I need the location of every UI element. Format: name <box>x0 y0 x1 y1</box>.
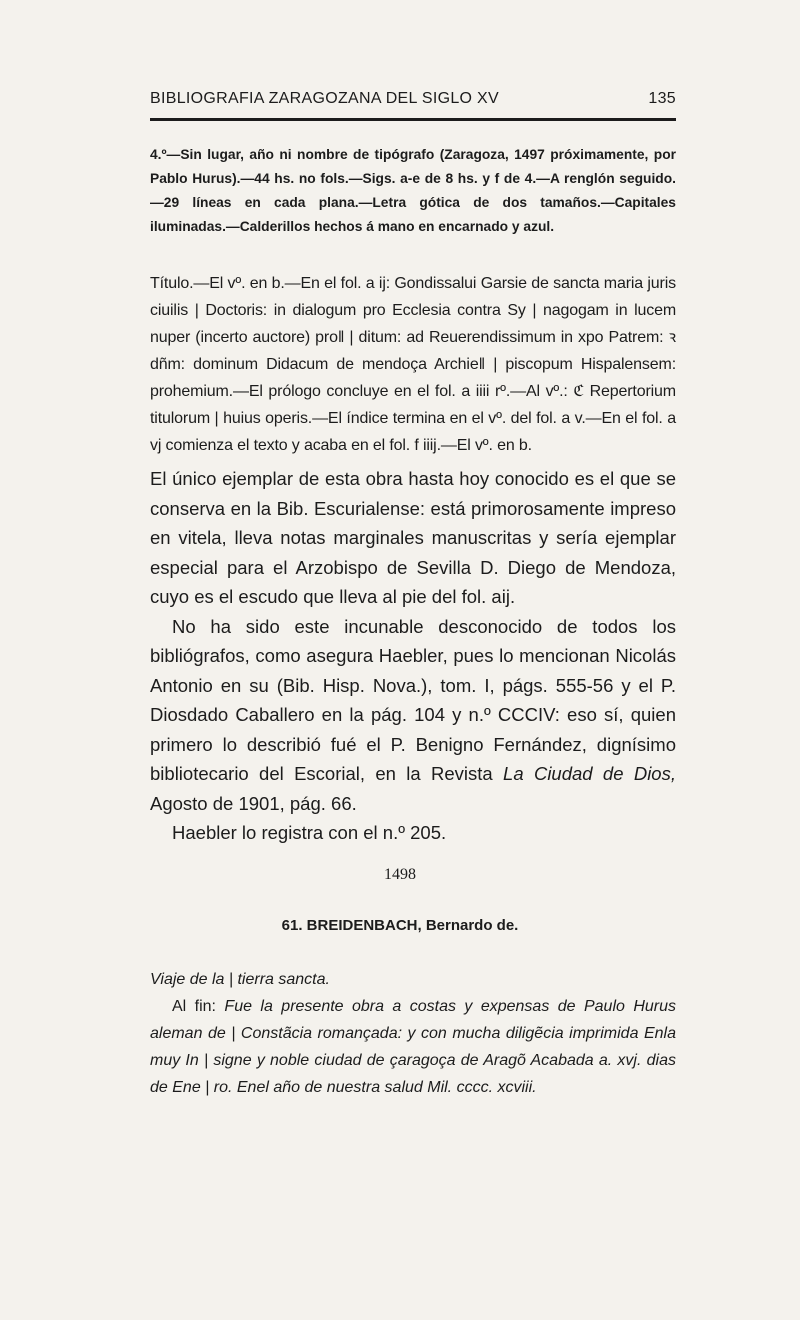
commentary-paragraph-3: Haebler lo registra con el n.º 205. <box>172 822 447 843</box>
entry-title: Viaje de la | tierra sancta. <box>150 971 330 988</box>
colophon-paragraph <box>150 993 676 1101</box>
colophon-text: Fue la presente obra a costas y expensas de Paulo Hurus aleman de | Constãcia romançada: y con mucha diligẽcia imprimida Enla muy In | signe y noble ciudad de çaragoça de Aragõ Acabada a. xvj. dias de Ene | ro. Enel año de nuestra salud Mil. cccc. xcviii. <box>150 998 676 1096</box>
commentary-paragraph-1: El único ejemplar de esta obra hasta hoy conocido es el que se conserva en la Bib. Escurialense: está primorosamente impreso en vitela, lleva notas marginales manuscritas y sería ejemplar especial para el Arzobispo de Sevilla D. Diego de Mendoza, cuyo es el escudo que lleva al pie del fol. aij. <box>150 468 676 607</box>
commentary <box>150 464 676 848</box>
page-number: 135 <box>648 90 676 107</box>
header-rule <box>150 118 676 121</box>
commentary-paragraph-2 <box>150 612 676 819</box>
journal-title: La Ciudad de Dios, <box>503 763 676 784</box>
running-header <box>150 90 676 108</box>
entry-body <box>150 966 676 1101</box>
title-description-paragraph: Título.—El vº. en b.—En el fol. a ij: Gondissalui Garsie de sancta maria juris ciuilis | Doctoris: in dialogum pro Ecclesia contra Sy | nagogam in lucem nuper (incerto auctore) pro‖ | ditum: ad Reuerendissimum in xpo Patrem: ꝛ dñm: dominum Didacum de mendoça Archie‖ | piscopum Hispalensem: prohemium.—El prólogo concluye en el fol. a iiii rº.—Al vº.: ℭ Repertorium titulorum | huius operis.—El índice termina en el vº. del fol. a v.—En el fol. a vj comienza el texto y acaba en el fol. f iiij.—El vº. en b. <box>150 275 676 454</box>
collation-paragraph: 4.º—Sin lugar, año ni nombre de tipógrafo (Zaragoza, 1497 próximamente, por Pablo Hurus).—44 hs. no fols.—Sigs. a-e de 8 hs. y f de 4.—A renglón seguido.—29 líneas en cada plana.—Letra gótica de dos tamaños.—Capitales iluminadas.—Calderillos hechos á mano en encarnado y azul. <box>150 147 676 234</box>
colophon-label: Al fin: <box>172 998 225 1015</box>
entry-heading: 61. BREIDENBACH, Bernardo de. <box>281 917 519 934</box>
commentary-paragraph-2-text: No ha sido este incunable desconocido de todos los bibliógrafos, como asegura Haebler, pues lo mencionan Nicolás Antonio en su (Bib. Hisp. Nova.), tom. I, págs. 555-56 y el P. Diosdado Caballero en la pág. 104 y n.º CCCIV: eso sí, quien primero lo describió fué el P. Benigno Fernández, dignísimo bibliotecario del Escorial, en la Revista <box>150 615 676 784</box>
year-heading: 1498 <box>384 866 416 883</box>
running-title: BIBLIOGRAFIA ZARAGOZANA DEL SIGLO XV <box>150 90 499 107</box>
commentary-paragraph-2-end: Agosto de 1901, pág. 66. <box>150 792 357 814</box>
